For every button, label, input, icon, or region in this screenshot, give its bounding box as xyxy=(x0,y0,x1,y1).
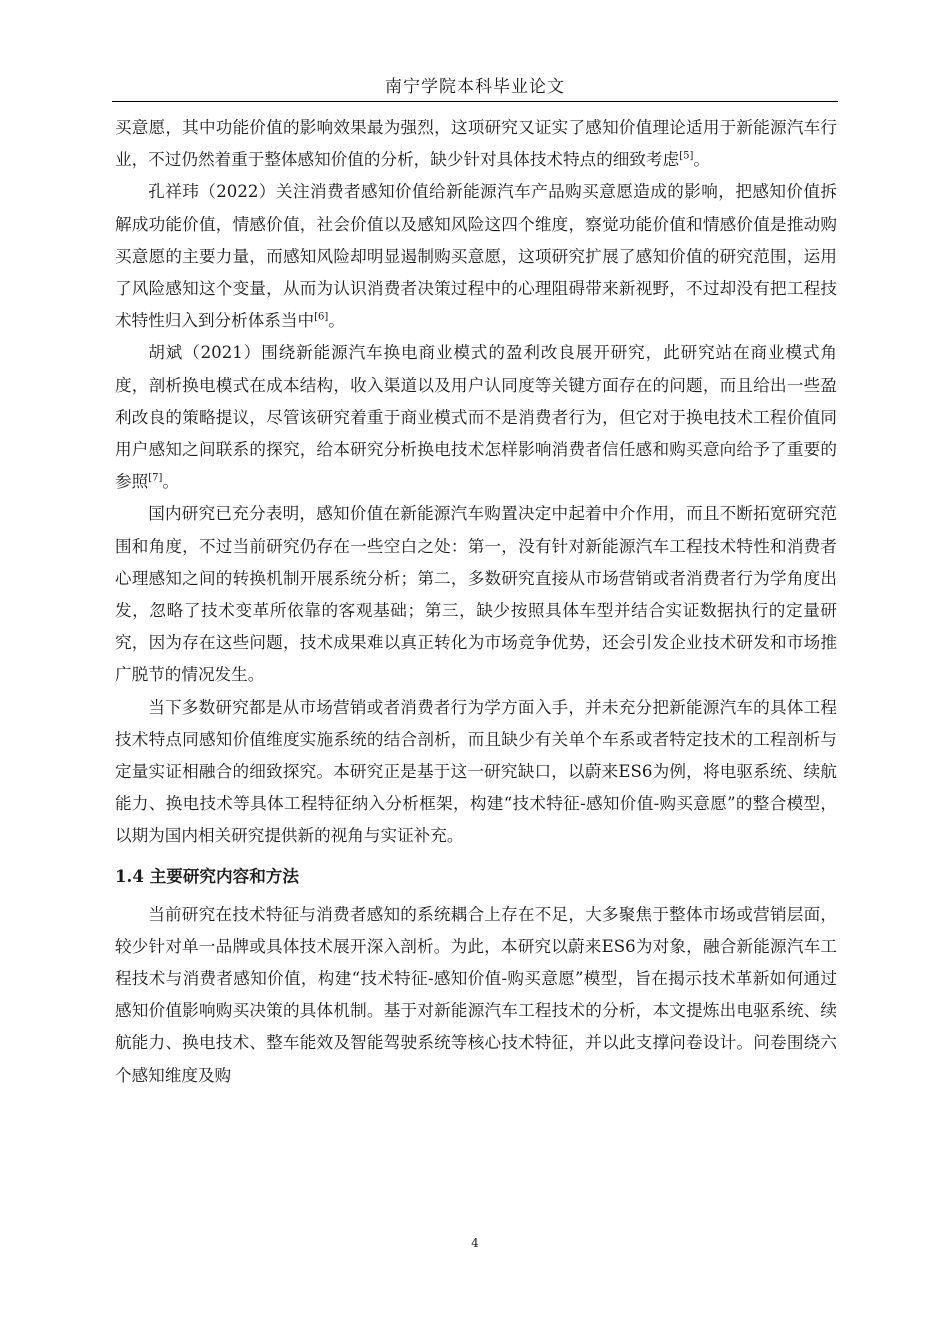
header-divider xyxy=(112,101,838,102)
paragraph-text: 国内研究已充分表明，感知价值在新能源汽车购置决定中起着中介作用，而且不断拓宽研究范围和角度，不过当前研究仍存在一些空白之处：第一，没有针对新能源汽车工程技术特性和消费者心理感知之间的转换机制开展系统分析；第二，多数研究直接从市场营销或者消费者行为学角度出发，忽略了技术变革所依靠的客观基础；第三，缺少按照具体车型并结合实证数据执行的定量研究，因为存在这些问题，技术成果难以真正转化为市场竞争优势，还会引发企业技术研发和市场推广脱节的情况发生。 xyxy=(115,504,837,685)
paragraph-text: 买意愿，其中功能价值的影响效果最为强烈，这项研究又证实了感知价值理论适用于新能源汽车行业，不过仍然着重于整体感知价值的分析，缺少针对具体技术特点的细致考虑 xyxy=(115,118,837,170)
paragraph-hu-bin xyxy=(115,337,837,498)
citation-marker: [5] xyxy=(679,150,694,162)
citation-marker: [7] xyxy=(148,472,163,484)
page-header-title: 南宁学院本科毕业论文 xyxy=(385,77,565,97)
section-heading: 1.4 主要研究内容和方法 xyxy=(115,865,299,886)
body-text xyxy=(115,112,837,1092)
paragraph-text: 当下多数研究都是从市场营销或者消费者行为学方面入手，并未充分把新能源汽车的具体工程技术特点同感知价值维度实施系统的结合剖析，而且缺少有关单个车系或者特定技术的工程剖析与定量实证相融合的细致探究。本研究正是基于这一研究缺口，以蔚来ES6为例，将电驱系统、续航能力、换电技术等具体工程特征纳入分析框架，构建“技术特征-感知价值-购买意愿”的整合模型，以期为国内相关研究提供新的视角与实证补充。 xyxy=(115,697,837,846)
citation-marker: [6] xyxy=(314,311,329,323)
page-number: 4 xyxy=(471,1236,479,1250)
paragraph-continuation xyxy=(115,112,837,176)
paragraph-text: 孔祥玮（2022）关注消费者感知价值给新能源汽车产品购买意愿造成的影响，把感知价值拆解成功能价值，情感价值，社会价值以及感知风险这四个维度，察觉功能价值和情感价值是推动购买意愿的主要力量，而感知风险却明显遏制购买意愿，这项研究扩展了感知价值的研究范围，运用了风险感知这个变量，从而为认识消费者决策过程中的心理阻碍带来新视野，不过却没有把工程技术特性归入到分析体系当中 xyxy=(115,182,837,331)
paragraph-end: 。 xyxy=(693,150,710,170)
paragraph-section-intro xyxy=(115,899,837,1092)
paragraph-end: 。 xyxy=(162,472,179,492)
paragraph-domestic-research xyxy=(115,498,837,691)
paragraph-research-gap xyxy=(115,692,837,853)
paragraph-end: 。 xyxy=(328,311,345,331)
paragraph-kong-xiangwei xyxy=(115,176,837,337)
paragraph-text: 胡斌（2021）围绕新能源汽车换电商业模式的盈利改良展开研究，此研究站在商业模式角度，剖析换电模式在成本结构，收入渠道以及用户认同度等关键方面存在的问题，而且给出一些盈利改良的策略提议，尽管该研究着重于商业模式而不是消费者行为，但它对于换电技术工程价值同用户感知之间联系的探究，给本研究分析换电技术怎样影响消费者信任感和购买意向给予了重要的参照 xyxy=(115,343,837,492)
paragraph-text: 当前研究在技术特征与消费者感知的系统耦合上存在不足，大多聚焦于整体市场或营销层面，较少针对单一品牌或具体技术展开深入剖析。为此，本研究以蔚来ES6为对象，融合新能源汽车工程技术与消费者感知价值，构建“技术特征-感知价值-购买意愿”模型，旨在揭示技术革新如何通过感知价值影响购买决策的具体机制。基于对新能源汽车工程技术的分析，本文提炼出电驱系统、续航能力、换电技术、整车能效及智能驾驶系统等核心技术特征，并以此支撑问卷设计。问卷围绕六个感知维度及购 xyxy=(115,904,837,1085)
